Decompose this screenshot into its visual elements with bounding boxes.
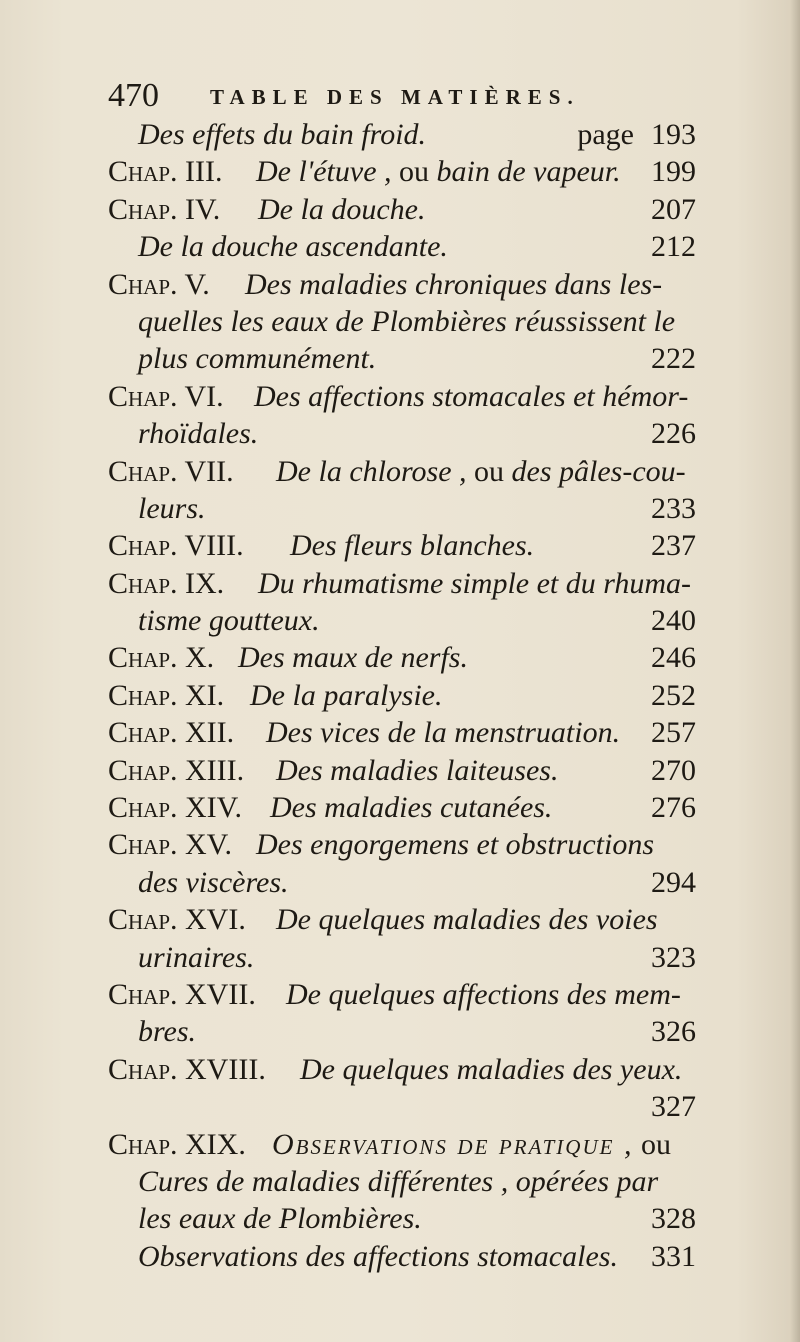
toc-line <box>108 864 696 901</box>
toc-line <box>108 1126 696 1163</box>
toc-page-number: 226 <box>651 417 696 451</box>
chapter-label: Chap. VII. <box>108 454 234 488</box>
chapter-label: Chap. V. <box>108 267 210 301</box>
toc-entry-title: Observations de pratique , ou <box>272 1127 671 1161</box>
toc-entry-title: Des effets du bain froid. <box>138 118 427 151</box>
toc-line <box>108 453 696 490</box>
chapter-label: Chap. VI. <box>108 379 224 413</box>
toc-entry-title: bres. <box>138 1015 197 1049</box>
toc-line <box>108 303 696 340</box>
toc-line <box>108 116 696 153</box>
toc-line <box>108 1088 696 1125</box>
toc-page-number: 212 <box>651 230 696 264</box>
page-edge-shadow <box>790 0 800 1342</box>
toc-line <box>108 1238 696 1275</box>
toc-entry-title: Des affections stomacales et hémor- <box>254 379 689 413</box>
toc-line <box>108 789 696 826</box>
chapter-label: Chap. XI. <box>108 678 225 712</box>
toc-page-number: 328 <box>651 1202 696 1236</box>
chapter-label: Chap. XVI. <box>108 903 246 937</box>
toc-entry-title: Des maladies laiteuses. <box>276 753 559 787</box>
toc-entry-title: Des maux de nerfs. <box>238 641 468 675</box>
toc-page-number: 327 <box>651 1090 696 1124</box>
toc-entry-title: De quelques affections des mem- <box>286 977 681 1011</box>
toc-entry-title: Des vices de la menstruation. <box>266 716 621 750</box>
toc-line <box>108 1163 696 1200</box>
toc-entry-title: des viscères. <box>138 865 289 899</box>
toc-line <box>108 901 696 938</box>
table-of-contents <box>108 116 696 1275</box>
toc-entry-title: De l'étuve , ou bain de vapeur. <box>256 155 621 189</box>
toc-line <box>108 266 696 303</box>
toc-entry-title: De la chlorose , ou des pâles-cou- <box>276 454 686 488</box>
toc-line <box>108 228 696 265</box>
toc-entry-title: Des fleurs blanches. <box>290 529 535 563</box>
toc-entry-title: plus communément. <box>138 342 377 376</box>
toc-line <box>108 378 696 415</box>
chapter-label: Chap. XVII. <box>108 977 256 1011</box>
toc-line <box>108 1051 696 1088</box>
chapter-label: Chap. IX. <box>108 566 225 600</box>
toc-page-number: 193 <box>651 118 696 151</box>
toc-line <box>108 976 696 1013</box>
toc-line <box>108 490 696 527</box>
chapter-label: Chap. XIII. <box>108 753 245 787</box>
chapter-label: Chap. XVIII. <box>108 1052 266 1086</box>
toc-line <box>108 340 696 377</box>
toc-entry-title: quelles les eaux de Plombières réussissent le <box>138 304 676 338</box>
toc-page-number: 331 <box>651 1239 696 1273</box>
toc-line <box>108 1200 696 1237</box>
toc-page-number: 246 <box>651 641 696 675</box>
toc-line <box>108 602 696 639</box>
toc-line <box>108 677 696 714</box>
toc-entry-title: urinaires. <box>138 940 255 974</box>
toc-line <box>108 639 696 676</box>
toc-page-number: 233 <box>651 491 696 525</box>
toc-page-number: 222 <box>651 342 696 376</box>
page-number: 470 <box>108 77 159 114</box>
page-prefix: page <box>577 118 634 151</box>
toc-page-number: 294 <box>651 865 696 899</box>
toc-entry-title: De la douche. <box>258 192 426 226</box>
toc-entry-title: Observations des affections stomacales. <box>138 1239 618 1273</box>
toc-entry-title: De quelques maladies des voies <box>276 903 658 937</box>
toc-page-number: 270 <box>651 753 696 787</box>
toc-entry-title: Cures de maladies différentes , opérées par <box>138 1164 659 1198</box>
toc-entry-title: tisme goutteux. <box>138 604 320 638</box>
toc-page-number: 257 <box>651 716 696 750</box>
toc-entry-title: Des maladies chroniques dans les- <box>245 267 663 301</box>
toc-entry-title: De la douche ascendante. <box>138 230 448 264</box>
toc-page-number: 207 <box>651 192 696 226</box>
toc-line <box>108 191 696 228</box>
toc-entry-title: De la paralysie. <box>250 678 443 712</box>
chapter-label: Chap. IV. <box>108 192 221 226</box>
chapter-label: Chap. XII. <box>108 716 235 750</box>
toc-page-number: 252 <box>651 678 696 712</box>
toc-page-number: 240 <box>651 604 696 638</box>
toc-entry-title: De quelques maladies des yeux. <box>300 1052 683 1086</box>
toc-entry-title: les eaux de Plombières. <box>138 1202 422 1236</box>
chapter-label: Chap. XV. <box>108 828 232 862</box>
page-header <box>108 76 628 116</box>
toc-entry-title: rhoïdales. <box>138 417 259 451</box>
toc-line <box>108 1013 696 1050</box>
toc-line <box>108 527 696 564</box>
toc-page-number: 199 <box>651 155 696 189</box>
chapter-label: Chap. X. <box>108 641 215 675</box>
toc-page-number: 276 <box>651 791 696 825</box>
toc-line <box>108 714 696 751</box>
toc-page-number: 326 <box>651 1015 696 1049</box>
toc-entry-title: leurs. <box>138 491 206 525</box>
chapter-label: Chap. XIX. <box>108 1127 246 1161</box>
toc-line <box>108 565 696 602</box>
toc-line <box>108 826 696 863</box>
toc-entry-title: Des maladies cutanées. <box>270 791 553 825</box>
toc-entry-title: Des engorgemens et obstructions <box>256 828 654 862</box>
toc-line <box>108 415 696 452</box>
toc-entry-title: Du rhumatisme simple et du rhuma- <box>258 566 692 600</box>
toc-page-number: 237 <box>651 529 696 563</box>
running-title: TABLE DES MATIÈRES. <box>210 85 580 109</box>
chapter-label: Chap. VIII. <box>108 529 244 563</box>
toc-line <box>108 153 696 190</box>
toc-page-number: 323 <box>651 940 696 974</box>
toc-line <box>108 752 696 789</box>
toc-line <box>108 939 696 976</box>
chapter-label: Chap. III. <box>108 155 223 189</box>
chapter-label: Chap. XIV. <box>108 791 242 825</box>
